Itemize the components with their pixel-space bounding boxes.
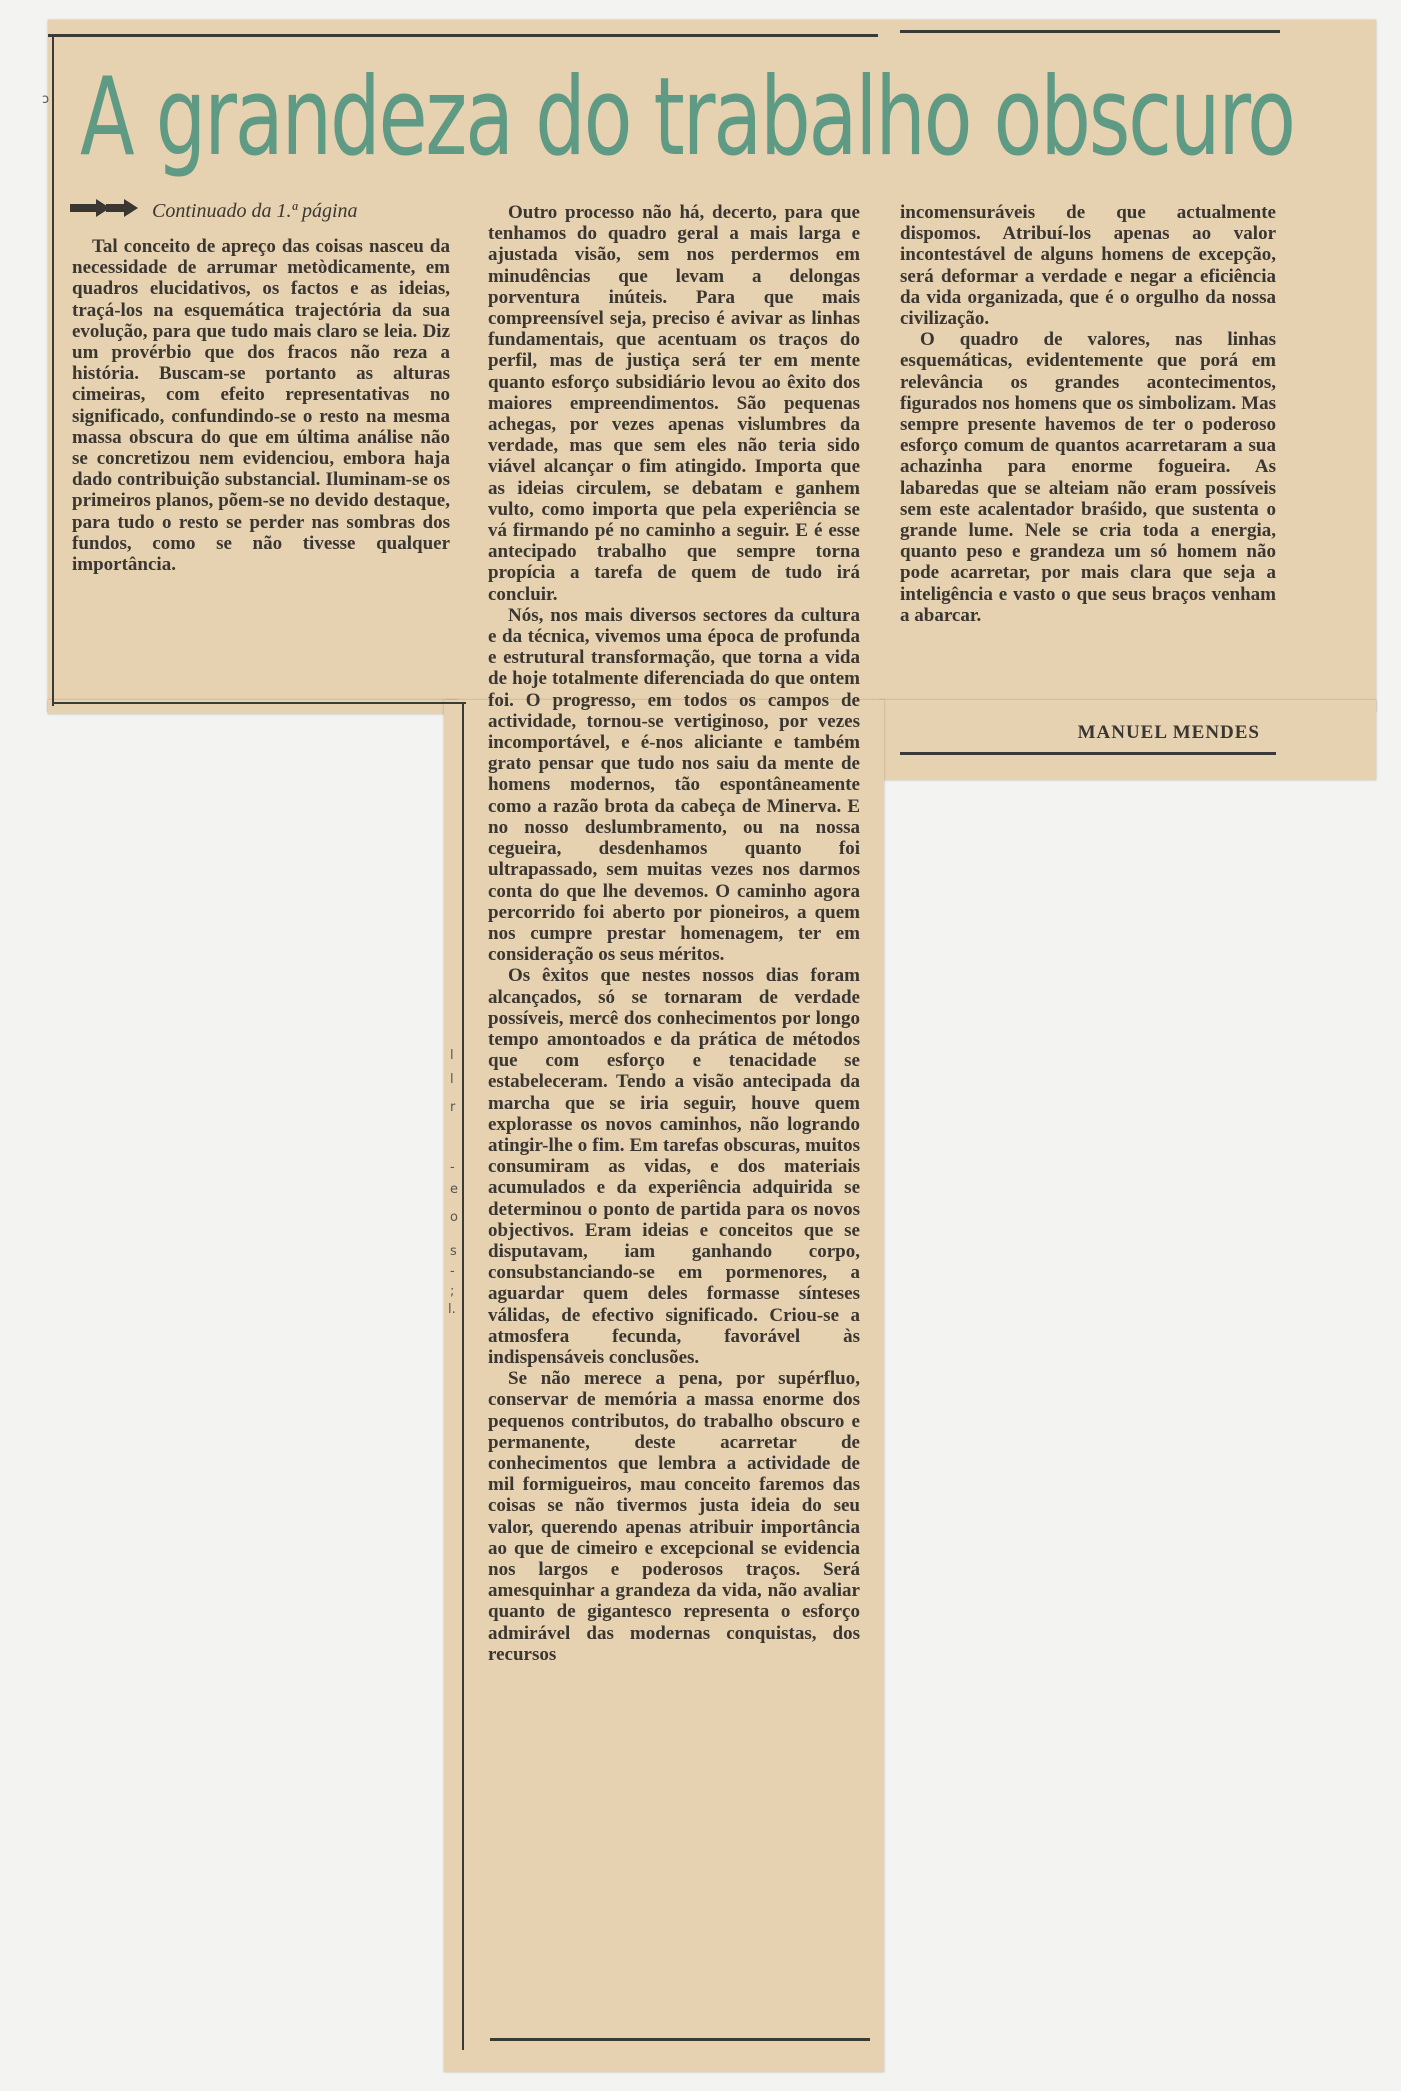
side-mark: l [450, 1048, 454, 1063]
side-mark: l. [448, 1302, 456, 1317]
paragraph: Os êxitos que nestes nossos dias foram alcançados, só se tornaram de verdade possíveis, mercê dos conhecimentos por longo tempo amontoados e da prática de métodos que com esforço e tenacidade se estabeleceram. Tendo a visão antecipada da marcha que se iria seguir, houve quem explorasse os novos caminhos, não logrando atingir-lhe o fim. Em tarefas obscuras, muitos consumiram as vidas, e dos materiais acumulados e da experiência adquirida se determinou o ponto de partida para os novos objectivos. Eram ideias e conceitos que se disputavam, iam ganhando corpo, consubstanciando-se em pormenores, a aguardar quem deles formasse sínteses válidas, de efectivo significado. Criou-se a atmosfera fecunda, favorável às indispensáveis conclusões. [488, 965, 860, 1368]
column-1 [72, 236, 450, 676]
column-bottom-rule [490, 2038, 870, 2041]
side-mark: s [450, 1244, 457, 1259]
side-mark: l [450, 1072, 454, 1087]
bottom-rule-right [900, 752, 1276, 755]
column-2 [488, 202, 860, 2032]
side-mark: ; [450, 1284, 455, 1299]
side-mark: ɔ [42, 92, 50, 107]
double-arrow-icon [70, 197, 138, 228]
top-rule-left [48, 34, 878, 37]
side-mark: - [450, 1264, 455, 1279]
left-border [52, 34, 54, 706]
column-3 [900, 202, 1276, 708]
paragraph: Outro processo não há, decerto, para que tenhamos do quadro geral a mais larga e ajustada visão, sem nos perdermos em minudências que levam a delongas porventura inúteis. Para que mais compreensível seja, preciso é avivar as linhas fundamentais, que acentuam os traços do perfil, mas de justiça será ter em mente quanto esforço subsidiário levou ao êxito dos maiores empreendimentos. São pequenas achegas, por vezes apenas vislumbres da verdade, mas que sem eles não teria sido viável alcançar o fim atingido. Importa que as ideias circulem, se debatam e ganhem vulto, como importa que pela experiência se vá firmando pé no caminho a seguir. E é esse antecipado trabalho que sempre torna propícia a tarefa de quem de tudo irá concluir. [488, 202, 860, 605]
side-mark: e [450, 1182, 458, 1197]
paragraph: O quadro de valores, nas linhas esquemáticas, evidentemente que porá em relevância os grandes acontecimentos, figurados nos homens que os simbolizam. Mas sempre presente havemos de ter o poderoso esforço comum de quantos acarretaram a sua achazinha para enorme fogueira. As labaredas que se alteiam não eram possíveis sem este acalentador braśido, que sustenta o grande lume. Nele se cria toda a energia, quanto peso e grandeza um só homem não pode acarretar, por mais clara que seja a inteligência e vasto o que seus braços venham a abarcar. [900, 329, 1276, 626]
bottom-rule-left [54, 702, 466, 704]
side-mark: r [450, 1100, 456, 1115]
paragraph: Tal conceito de apreço das coisas nasceu da necessidade de arrumar metòdicamente, em quadros elucidativos, os factos e as ideias, traçá-los na esquemática trajectória da sua evolução, para que tudo mais claro se leia. Diz um provérbio que dos fracos não reza a história. Buscam-se portanto as alturas cimeiras, com efeito representativas no significado, confundindo-se o resto na mesma massa obscura do que em última análise não se concretizou nem evidenciou, embora haja dado contribuição substancial. Iluminam-se os primeiros planos, põem-se no devido destaque, para tudo o resto se perder nas sombras dos fundos, como se não tivesse qualquer importância. [72, 236, 450, 576]
side-mark: - [450, 1160, 455, 1175]
paragraph: incomensuráveis de que actualmente dispomos. Atribuí-los apenas ao valor incontestável de alguns homens de excepção, será deformar a verdade e negar a eficiência da vida organizada, que é o orgulho da nossa civilização. [900, 202, 1276, 330]
continuation-note [70, 196, 460, 226]
column-left-border [462, 702, 464, 2050]
author-signature: MANUEL MENDES [1077, 722, 1260, 743]
continuation-text: Continuado da 1.ª página [152, 200, 358, 222]
paragraph: Nós, nos mais diversos sectores da cultura e da técnica, vivemos uma época de profunda e estrutural transformação, que torna a vida de hoje totalmente diferenciada do que ontem foi. O progresso, em todos os campos de actividade, tornou-se vertiginoso, por vezes incomportável, e é-nos aliciante e também grato pensar que tudo nos saiu da mente de homens modernos, tão espontâneamente como a razão brota da cabeça de Minerva. E no nosso deslumbramento, ou na nossa cegueira, desdenhamos quanto foi ultrapassado, sem muitas vezes nos darmos conta do que lhe devemos. O caminho agora percorrido foi aberto por pioneiros, a quem nos cumpre prestar homenagem, ter em consideração os seus méritos. [488, 604, 860, 966]
paragraph: Se não merece a pena, por supérfluo, conservar de memória a massa enorme dos pequenos contributos, do trabalho obscuro e permanente, deste acarretar de conhecimentos que lembra a actividade de mil formigueiros, mau conceito faremos das coisas se não tivermos justa ideia do seu valor, querendo apenas atribuir importância ao que de cimeiro e excepcional se evidencia nos largos e poderosos traços. Será amesquinhar a grandeza da vida, não avaliar quanto de gigantesco representa o esforço admirável das modernas conquistas, dos recursos [488, 1368, 860, 1665]
side-mark: o [450, 1210, 458, 1225]
headline: A grandeza do trabalho obscuro [80, 55, 1294, 180]
top-rule-right [900, 30, 1280, 33]
